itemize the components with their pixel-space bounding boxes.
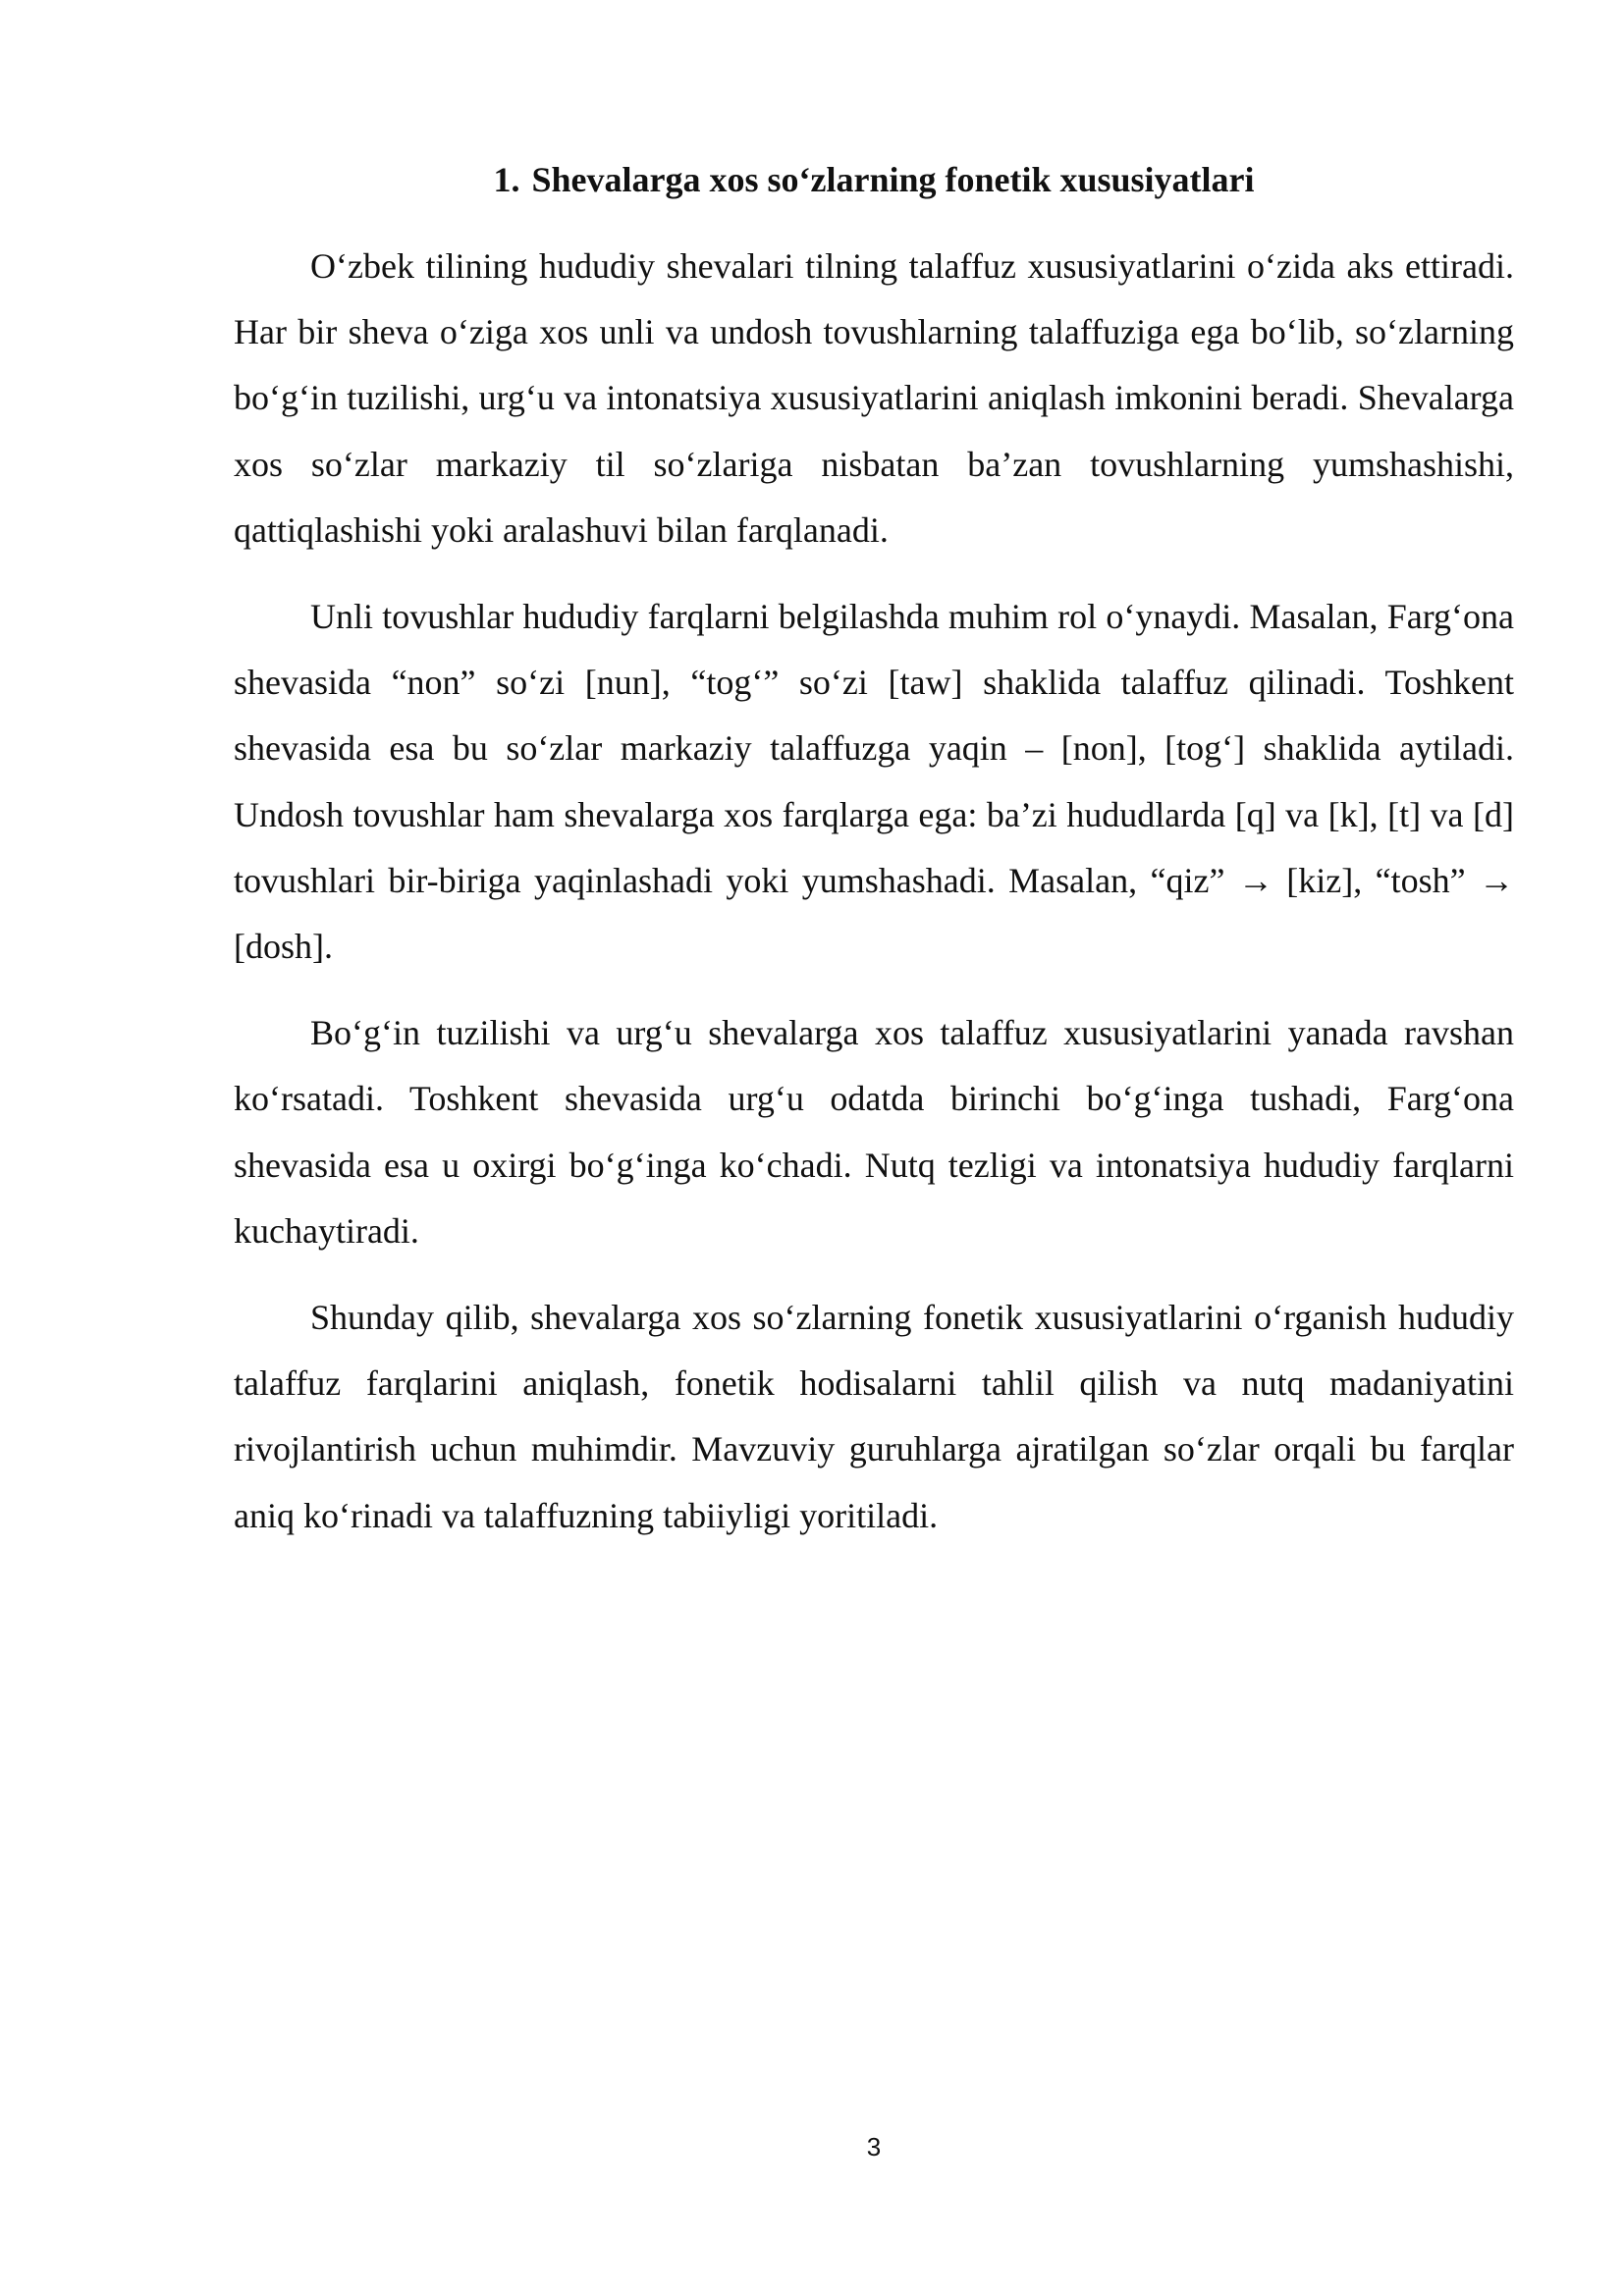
body-text	[234, 234, 1514, 1570]
paragraph: Shunday qilib, shevalarga xos so‘zlarning fonetik xususiyatlarini o‘rganish hududiy talaffuz farqlarini aniqlash, fonetik hodisalarni tahlil qilish va nutq madaniyatini rivojlantirish uchun muhimdir. Mavzuviy guruhlarga ajratilgan so‘zlar orqali bu farqlar aniq ko‘rinadi va talaffuzning tabiiyligi yoritiladi.	[234, 1298, 1514, 1535]
section-title: Shevalarga xos so‘zlarning fonetik xususiyatlari	[531, 160, 1255, 199]
page-number: 3	[866, 2132, 882, 2162]
paragraph: Unli tovushlar hududiy farqlarni belgilashda muhim rol o‘ynaydi. Masalan, Farg‘ona shevasida “non” so‘zi [nun], “tog‘” so‘zi [taw] shaklida talaffuz qilinadi. Toshkent shevasida esa bu so‘zlar markaziy talaffuzga yaqin – [non], [tog‘] shaklida aytiladi. Undosh tovushlar ham shevalarga xos farqlarga ega: ba’zi hududlarda [q] va [k], [t] va [d] tovushlari bir-biriga yaqinlashadi yoki yumshashadi. Masalan, “qiz” → [kiz], “tosh” → [dosh].	[234, 597, 1514, 967]
paragraph: Bo‘g‘in tuzilishi va urg‘u shevalarga xos talaffuz xususiyatlarini yanada ravshan ko‘rsatadi. Toshkent shevasida urg‘u odatda birinchi bo‘g‘inga tushadi, Farg‘ona shevasida esa u oxirgi bo‘g‘inga ko‘chadi. Nutq tezligi va intonatsiya hududiy farqlarni kuchaytiradi.	[234, 1013, 1514, 1251]
paragraph: O‘zbek tilining hududiy shevalari tilning talaffuz xususiyatlarini o‘zida aks ettiradi. Har bir sheva o‘ziga xos unli va undosh tovushlarning talaffuziga ega bo‘lib, so‘zlarning bo‘g‘in tuzilishi, urg‘u va intonatsiya xususiyatlarini aniqlash imkonini beradi. Shevalarga xos so‘zlar markaziy til so‘zlariga nisbatan ba’zan tovushlarning yumshashishi, qattiqlashishi yoki aralashuvi bilan farqlanadi.	[234, 246, 1514, 550]
section-number: 1.	[493, 160, 520, 199]
section-heading	[234, 147, 1514, 212]
